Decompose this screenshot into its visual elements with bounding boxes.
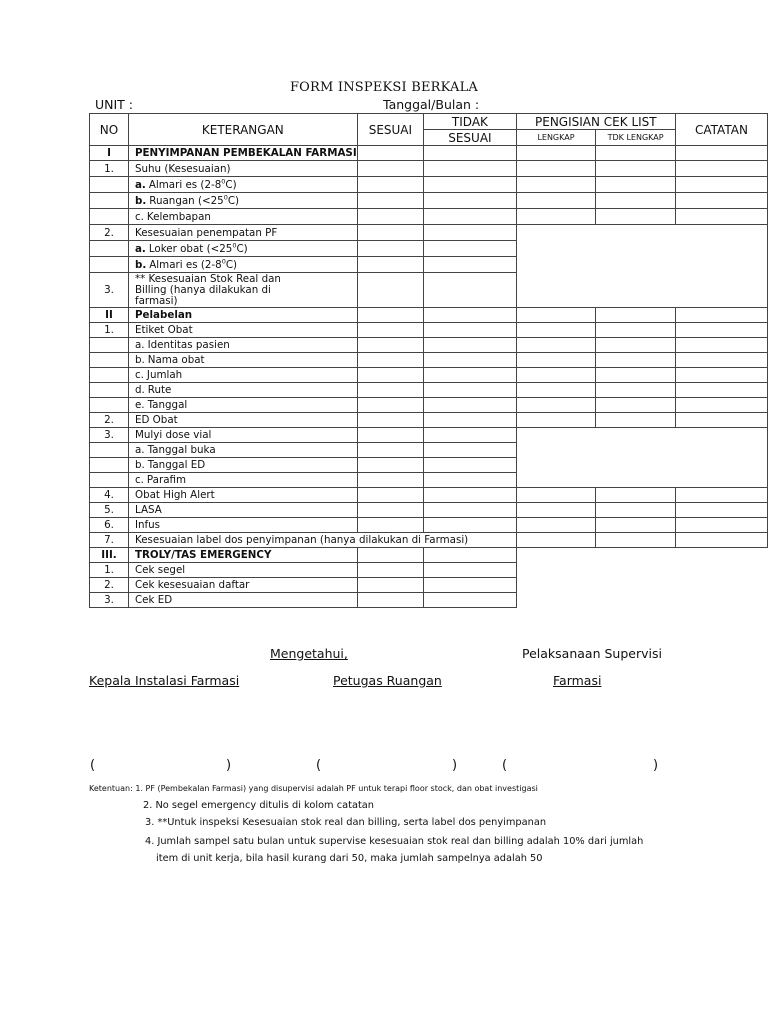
row-description: a. Identitas pasien [128, 338, 357, 353]
sesuai-cell[interactable] [357, 353, 423, 368]
lengkap-cell[interactable] [516, 161, 596, 177]
row-description: c. Parafim [128, 473, 357, 488]
lengkap-cell[interactable] [516, 503, 596, 518]
sesuai-cell[interactable] [357, 473, 423, 488]
row-description: a. Loker obat $(<25^0C)$ [128, 241, 357, 257]
sesuai-cell[interactable] [357, 257, 423, 273]
header-tidak: TIDAK [424, 114, 517, 130]
row-description: Infus [128, 518, 357, 533]
mengetahui-label: Mengetahui, [270, 646, 348, 661]
header-pengisian: PENGISIAN CEK LIST [516, 114, 675, 130]
row-number: 6. [90, 518, 129, 533]
table-header-row [90, 114, 768, 130]
row-number [90, 443, 129, 458]
row-number [90, 398, 129, 413]
table-row [90, 368, 768, 383]
table-row [90, 353, 768, 368]
row-number: 2. [90, 413, 129, 428]
sesuai-cell[interactable] [357, 383, 423, 398]
lengkap-cell[interactable] [516, 353, 596, 368]
row-number: 3. [90, 593, 129, 608]
row-number [90, 257, 129, 273]
tidak-sesuai-cell[interactable] [424, 257, 517, 273]
signature-close-paren: ) [226, 758, 232, 773]
tidak-sesuai-cell[interactable] [424, 398, 517, 413]
lengkap-cell[interactable] [516, 308, 596, 323]
table-row [90, 161, 768, 177]
tdk-lengkap-cell[interactable] [596, 398, 676, 413]
tidak-sesuai-cell[interactable] [424, 353, 517, 368]
lengkap-cell[interactable] [516, 518, 596, 533]
catatan-cell[interactable] [675, 177, 767, 193]
table-row [90, 177, 768, 193]
table-row [90, 323, 768, 338]
row-description: Cek kesesuaian daftar [128, 578, 357, 593]
sesuai-cell[interactable] [357, 563, 423, 578]
lengkap-cell[interactable] [516, 398, 596, 413]
tdk-lengkap-cell[interactable] [596, 533, 676, 548]
table-row [90, 398, 768, 413]
tidak-sesuai-cell[interactable] [424, 578, 517, 593]
row-description: TROLY/TAS EMERGENCY [128, 548, 357, 563]
row-description: PENYIMPANAN PEMBEKALAN FARMASI [128, 146, 357, 161]
tdk-lengkap-cell[interactable] [596, 368, 676, 383]
tdk-lengkap-cell[interactable] [596, 308, 676, 323]
row-number: 1. [90, 323, 129, 338]
lengkap-cell[interactable] [516, 209, 596, 225]
tidak-sesuai-cell[interactable] [424, 383, 517, 398]
table-row [90, 413, 768, 428]
note-1: Ketentuan: 1. PF (Pembekalan Farmasi) yang disupervisi adalah PF untuk terapi floor stock, dan obat investigasi [89, 784, 538, 793]
note-2: 2. No segel emergency ditulis di kolom catatan [143, 800, 375, 811]
header-tidak-sesuai: SESUAI [424, 130, 517, 146]
tidak-sesuai-cell[interactable] [424, 518, 517, 533]
sesuai-cell[interactable] [357, 177, 423, 193]
table-row [90, 533, 768, 548]
row-description: Obat High Alert [128, 488, 357, 503]
tidak-sesuai-cell[interactable] [424, 308, 517, 323]
merged-empty-cell [516, 548, 767, 608]
row-number: 7. [90, 533, 129, 548]
lengkap-cell[interactable] [516, 177, 596, 193]
tdk-lengkap-cell[interactable] [596, 503, 676, 518]
catatan-cell[interactable] [675, 161, 767, 177]
tidak-sesuai-cell[interactable] [424, 563, 517, 578]
row-description: ED Obat [128, 413, 357, 428]
row-description: Kesesuaian penempatan PF [128, 225, 357, 241]
tdk-lengkap-cell[interactable] [596, 323, 676, 338]
sesuai-cell[interactable] [357, 503, 423, 518]
row-number [90, 353, 129, 368]
tdk-lengkap-cell[interactable] [596, 353, 676, 368]
tdk-lengkap-cell[interactable] [596, 209, 676, 225]
row-description: a. Almari es $(2-8^0C)$ [128, 177, 357, 193]
table-row [90, 225, 768, 241]
row-description: a. Tanggal buka [128, 443, 357, 458]
catatan-cell[interactable] [675, 146, 767, 161]
sesuai-cell[interactable] [357, 308, 423, 323]
lengkap-cell[interactable] [516, 488, 596, 503]
sesuai-cell[interactable] [357, 593, 423, 608]
tdk-lengkap-cell[interactable] [596, 383, 676, 398]
catatan-cell[interactable] [675, 368, 767, 383]
lengkap-cell[interactable] [516, 368, 596, 383]
note-3: 3. **Untuk inspeksi Kesesuaian stok real dan billing, serta label dos penyimpanan [145, 817, 547, 828]
sesuai-cell[interactable] [357, 338, 423, 353]
table-row [90, 308, 768, 323]
tidak-sesuai-cell[interactable] [424, 548, 517, 563]
header-tdk-lengkap: TDK LENGKAP [596, 130, 676, 146]
inspection-table [89, 113, 768, 608]
signature-close-paren: ) [452, 758, 458, 773]
catatan-cell[interactable] [675, 209, 767, 225]
table-row [90, 428, 768, 443]
merged-empty-cell [516, 225, 767, 308]
row-number: II [90, 308, 129, 323]
catatan-cell[interactable] [675, 518, 767, 533]
row-description: c. Kelembapan [128, 209, 357, 225]
tidak-sesuai-cell[interactable] [424, 177, 517, 193]
farmasi-label: Farmasi [553, 673, 602, 688]
lengkap-cell[interactable] [516, 383, 596, 398]
sesuai-cell[interactable] [357, 146, 423, 161]
tidak-sesuai-cell[interactable] [424, 273, 517, 308]
sesuai-cell[interactable] [357, 398, 423, 413]
catatan-cell[interactable] [675, 323, 767, 338]
row-description: ** Kesesuaian Stok Real dan Billing (hanya dilakukan di farmasi) [128, 273, 357, 308]
sesuai-cell[interactable] [357, 548, 423, 563]
sesuai-cell[interactable] [357, 578, 423, 593]
sesuai-cell[interactable] [357, 225, 423, 241]
tidak-sesuai-cell[interactable] [424, 413, 517, 428]
row-number [90, 458, 129, 473]
row-description: b. Almari es $(2-8^0C)$ [128, 257, 357, 273]
lengkap-cell[interactable] [516, 323, 596, 338]
row-description: Kesesuaian label dos penyimpanan (hanya dilakukan di Farmasi) [128, 533, 516, 548]
catatan-cell[interactable] [675, 533, 767, 548]
unit-label: UNIT : [95, 97, 134, 112]
tidak-sesuai-cell[interactable] [424, 193, 517, 209]
row-number: 5. [90, 503, 129, 518]
tdk-lengkap-cell[interactable] [596, 146, 676, 161]
sesuai-cell[interactable] [357, 323, 423, 338]
signature-close-paren: ) [653, 758, 659, 773]
row-number: 1. [90, 161, 129, 177]
tidak-sesuai-cell[interactable] [424, 428, 517, 443]
catatan-cell[interactable] [675, 503, 767, 518]
row-number [90, 368, 129, 383]
tdk-lengkap-cell[interactable] [596, 338, 676, 353]
signature-open-paren: ( [502, 758, 508, 773]
tidak-sesuai-cell[interactable] [424, 503, 517, 518]
tdk-lengkap-cell[interactable] [596, 193, 676, 209]
row-number [90, 383, 129, 398]
catatan-cell[interactable] [675, 488, 767, 503]
tidak-sesuai-cell[interactable] [424, 161, 517, 177]
catatan-cell[interactable] [675, 308, 767, 323]
table-row [90, 193, 768, 209]
row-description: c. Jumlah [128, 368, 357, 383]
sesuai-cell[interactable] [357, 241, 423, 257]
tidak-sesuai-cell[interactable] [424, 225, 517, 241]
sesuai-cell[interactable] [357, 428, 423, 443]
tidak-sesuai-cell[interactable] [424, 593, 517, 608]
lengkap-cell[interactable] [516, 146, 596, 161]
sesuai-cell[interactable] [357, 413, 423, 428]
table-row [90, 338, 768, 353]
row-description: Etiket Obat [128, 323, 357, 338]
header-sesuai: SESUAI [357, 114, 423, 146]
sesuai-cell[interactable] [357, 273, 423, 308]
sesuai-cell[interactable] [357, 209, 423, 225]
table-row [90, 383, 768, 398]
header-catatan: CATATAN [675, 114, 767, 146]
tdk-lengkap-cell[interactable] [596, 177, 676, 193]
row-number [90, 241, 129, 257]
signature-open-paren: ( [316, 758, 322, 773]
table-row [90, 518, 768, 533]
row-description: e. Tanggal [128, 398, 357, 413]
table-row [90, 146, 768, 161]
signature-open-paren: ( [90, 758, 96, 773]
row-description: b. Ruangan $(<25^0C)$ [128, 193, 357, 209]
row-number: III. [90, 548, 129, 563]
table-row [90, 488, 768, 503]
merged-empty-cell [516, 428, 767, 488]
tdk-lengkap-cell[interactable] [596, 518, 676, 533]
catatan-cell[interactable] [675, 383, 767, 398]
catatan-cell[interactable] [675, 338, 767, 353]
catatan-cell[interactable] [675, 413, 767, 428]
row-description: d. Rute [128, 383, 357, 398]
note-4: 4. Jumlah sampel satu bulan untuk supervise kesesuaian stok real dan billing adalah 10% dari jumlah [145, 836, 644, 847]
catatan-cell[interactable] [675, 353, 767, 368]
sesuai-cell[interactable] [357, 488, 423, 503]
table-row [90, 548, 768, 563]
tidak-sesuai-cell[interactable] [424, 209, 517, 225]
sesuai-cell[interactable] [357, 161, 423, 177]
row-description: b. Tanggal ED [128, 458, 357, 473]
tidak-sesuai-cell[interactable] [424, 458, 517, 473]
sesuai-cell[interactable] [357, 368, 423, 383]
header-lengkap: LENGKAP [516, 130, 596, 146]
row-number: 2. [90, 225, 129, 241]
tidak-sesuai-cell[interactable] [424, 443, 517, 458]
row-description: Mulyi dose vial [128, 428, 357, 443]
row-description: Suhu (Kesesuaian) [128, 161, 357, 177]
table-row [90, 209, 768, 225]
catatan-cell[interactable] [675, 193, 767, 209]
row-number: 2. [90, 578, 129, 593]
row-number: 3. [90, 428, 129, 443]
catatan-cell[interactable] [675, 398, 767, 413]
note-5: item di unit kerja, bila hasil kurang dari 50, maka jumlah sampelnya adalah 50 [156, 853, 543, 864]
sesuai-cell[interactable] [357, 193, 423, 209]
tidak-sesuai-cell[interactable] [424, 488, 517, 503]
tdk-lengkap-cell[interactable] [596, 488, 676, 503]
lengkap-cell[interactable] [516, 533, 596, 548]
pelaksanaan-label: Pelaksanaan Supervisi [522, 646, 662, 661]
row-number: I [90, 146, 129, 161]
tdk-lengkap-cell[interactable] [596, 413, 676, 428]
row-description: Cek segel [128, 563, 357, 578]
petugas-ruangan-label: Petugas Ruangan [333, 673, 442, 688]
tidak-sesuai-cell[interactable] [424, 368, 517, 383]
row-number [90, 177, 129, 193]
tidak-sesuai-cell[interactable] [424, 323, 517, 338]
header-no: NO [90, 114, 129, 146]
tanggal-label: Tanggal/Bulan : [383, 97, 480, 112]
lengkap-cell[interactable] [516, 413, 596, 428]
row-number: 4. [90, 488, 129, 503]
tidak-sesuai-cell[interactable] [424, 473, 517, 488]
row-description: Cek ED [128, 593, 357, 608]
tidak-sesuai-cell[interactable] [424, 146, 517, 161]
sesuai-cell[interactable] [357, 518, 423, 533]
row-description: b. Nama obat [128, 353, 357, 368]
tidak-sesuai-cell[interactable] [424, 241, 517, 257]
row-description: LASA [128, 503, 357, 518]
row-number [90, 209, 129, 225]
lengkap-cell[interactable] [516, 193, 596, 209]
row-number [90, 338, 129, 353]
tdk-lengkap-cell[interactable] [596, 161, 676, 177]
sesuai-cell[interactable] [357, 443, 423, 458]
table-row [90, 503, 768, 518]
form-title: FORM INSPEKSI BERKALA [289, 80, 479, 95]
row-description: Pelabelan [128, 308, 357, 323]
row-number: 3. [90, 273, 129, 308]
header-keterangan: KETERANGAN [128, 114, 357, 146]
row-number [90, 473, 129, 488]
kepala-instalasi-label: Kepala Instalasi Farmasi [89, 673, 240, 688]
sesuai-cell[interactable] [357, 458, 423, 473]
row-number: 1. [90, 563, 129, 578]
tidak-sesuai-cell[interactable] [424, 338, 517, 353]
row-number [90, 193, 129, 209]
lengkap-cell[interactable] [516, 338, 596, 353]
